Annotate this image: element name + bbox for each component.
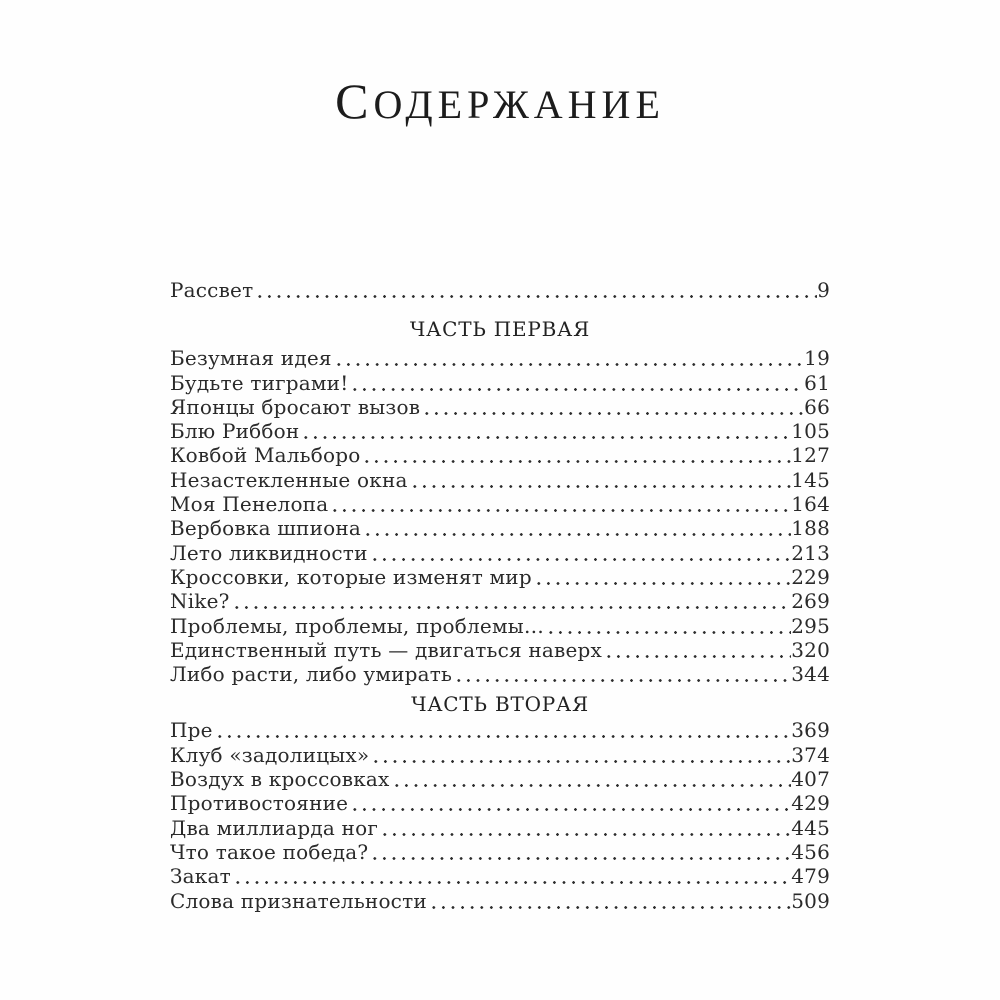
- dot-leader: [301, 419, 791, 443]
- toc-entry: [170, 468, 830, 492]
- toc-entry: [170, 419, 830, 443]
- toc-entry: [170, 791, 830, 815]
- toc-entry: [170, 541, 830, 565]
- dot-leader: [334, 346, 804, 370]
- entry-label: Будьте тиграми!: [170, 370, 349, 395]
- toc-entry: [170, 516, 830, 540]
- entry-label: Моя Пенелопа: [170, 492, 329, 517]
- dot-leader: [232, 589, 792, 613]
- dot-leader: [215, 718, 792, 742]
- entry-page: 19: [804, 346, 830, 371]
- entry-label: Противостояние: [170, 791, 349, 816]
- entry-page: 344: [791, 662, 830, 687]
- entry-label: Воздух в кроссовках: [170, 767, 390, 792]
- toc-entry: [170, 565, 830, 589]
- entry-page: 61: [804, 370, 830, 395]
- toc-entry: [170, 443, 830, 467]
- entry-page: 269: [791, 589, 830, 614]
- entry-page: 295: [791, 613, 830, 638]
- entry-label: Лето ликвидности: [170, 540, 368, 565]
- dot-leader: [454, 662, 791, 686]
- dot-leader: [370, 541, 792, 565]
- entry-page: 213: [791, 540, 830, 565]
- section-header-part-1: ЧАСТЬ ПЕРВАЯ: [409, 317, 591, 342]
- toc-entry: [170, 864, 830, 888]
- entry-label: Ковбой Мальборо: [170, 443, 361, 468]
- entry-page: 127: [791, 443, 830, 468]
- entry-page: 229: [791, 564, 830, 589]
- entry-label: Слова признательности: [170, 888, 427, 913]
- entry-page: 164: [791, 492, 830, 517]
- entry-page: 479: [791, 864, 830, 889]
- entry-page: 509: [791, 888, 830, 913]
- toc-entry: [170, 346, 830, 370]
- entry-label: Клуб «задолицых»: [170, 742, 370, 767]
- toc-entry: [170, 492, 830, 516]
- entry-label: Вербовка шпиона: [170, 516, 362, 541]
- entry-page: 66: [804, 394, 830, 419]
- entry-label: Японцы бросают вызов: [170, 394, 421, 419]
- toc-entry: [170, 889, 830, 913]
- toc-entry: [170, 816, 830, 840]
- entry-page: 456: [791, 839, 830, 864]
- entry-page: 105: [791, 419, 830, 444]
- dot-leader: [371, 743, 791, 767]
- entry-page: 9: [817, 278, 830, 302]
- dot-leader: [422, 395, 804, 419]
- toc-entry: [170, 638, 830, 662]
- entry-label: Два миллиарда ног: [170, 815, 378, 840]
- toc-entry: [170, 662, 830, 686]
- entry-label: Безумная идея: [170, 346, 332, 371]
- entry-page: 374: [791, 742, 830, 767]
- dot-leader: [363, 516, 791, 540]
- entry-label: Что такое победа?: [170, 839, 369, 864]
- entry-label: Nike?: [170, 589, 230, 614]
- toc-entry: [170, 395, 830, 419]
- dot-leader: [392, 767, 792, 791]
- toc-entry: [170, 371, 830, 395]
- entry-label: Рассвет: [170, 278, 254, 302]
- section-header-part-2: ЧАСТЬ ВТОРАЯ: [411, 692, 589, 717]
- toc-entry: [170, 767, 830, 791]
- dot-leader: [534, 565, 791, 589]
- page-title: СОДЕРЖАНИЕ: [335, 73, 665, 129]
- dot-leader: [380, 816, 791, 840]
- dot-leader: [410, 468, 792, 492]
- entry-label: Закат: [170, 864, 231, 889]
- entry-label: Либо расти, либо умирать: [170, 662, 453, 687]
- entry-page: 429: [791, 791, 830, 816]
- entry-label: Блю Риббон: [170, 419, 300, 444]
- dot-leader: [370, 840, 791, 864]
- toc-entry: [170, 743, 830, 767]
- entry-label: Проблемы, проблемы, проблемы…: [170, 613, 545, 638]
- toc-entry: [170, 614, 830, 638]
- dot-leader: [362, 443, 791, 467]
- entry-page: 188: [791, 516, 830, 541]
- toc-entry: [170, 718, 830, 742]
- toc-entry: [170, 589, 830, 613]
- entry-label: Пре: [170, 718, 213, 743]
- dot-leader: [330, 492, 791, 516]
- entry-label: Единственный путь — двигаться наверх: [170, 637, 603, 662]
- entry-page: 320: [791, 637, 830, 662]
- dot-leader: [255, 278, 817, 302]
- dot-leader: [429, 889, 791, 913]
- dot-leader: [546, 614, 791, 638]
- entry-page: 445: [791, 815, 830, 840]
- entry-label: Незастекленные окна: [170, 467, 408, 492]
- entry-page: 145: [791, 467, 830, 492]
- toc-entry: [170, 840, 830, 864]
- toc-entry: [170, 278, 830, 302]
- entry-page: 369: [791, 718, 830, 743]
- dot-leader: [350, 791, 791, 815]
- dot-leader: [233, 864, 791, 888]
- entry-page: 407: [791, 767, 830, 792]
- dot-leader: [604, 638, 791, 662]
- dot-leader: [350, 371, 804, 395]
- entry-label: Кроссовки, которые изменят мир: [170, 564, 532, 589]
- toc: [170, 278, 830, 913]
